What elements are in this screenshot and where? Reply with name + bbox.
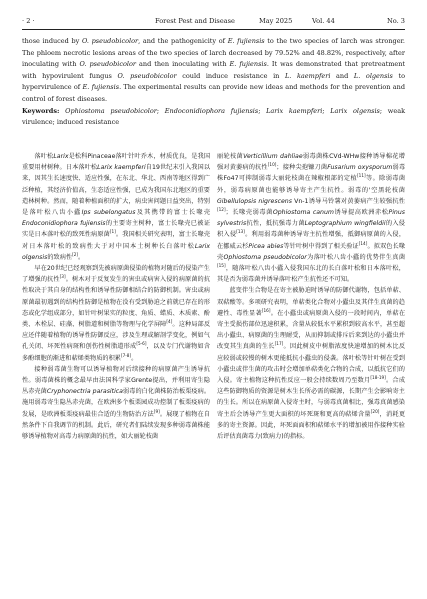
volume-number: Vol. 44 <box>312 17 335 25</box>
page-number: · 2 · <box>22 17 35 25</box>
body-column-right: 丽轮枝菌Verticillium dahliae弱毒菌株CVd-WHw接种诱导棉花增强对黄萎病的抗性[10]；接种尖孢镰刀菌Fusarium oxysporum弱毒株Fo47可抑制弱毒大丽轮枝菌在辣椒根部的定植[11]等。除弱毒菌外，弱毒病原菌也能够诱导寄主产生抗性。弱毒的'空黑轮枝菌Gibellulopsis nigrescens Vn-1诱导马铃薯对黄萎病产生较强抗性[12]；长喙壳弱毒菌Ophiostoma canum诱导提高欧洲赤松Pinus sylvestris抗性，抵抗强毒力菌Leptographium wingfieldii的入侵积入侵[13]。利用弱毒菌种诱导寄主抗性增强，抵御病原菌的入侵，在挪威云杉Picea abies等针叶树中得到了相关验证[14]。拟双色长喙壳Ophiostoma pseudobicolor为落叶松八齿小蠹的优势伴生真菌[15]，随落叶松八齿小蠹入侵我国东北的长白落叶松和日本落叶松，其是否为弱毒菌并诱导落叶松产生抗性还不可知。 蓝变伴生合物是在寄主被胁迫时诱导的防御代谢物，包括单萜、双萜酸等。多项研究表明，单萜类化合物对小蠹虫及其伴生真菌的趋避性、毒性显著[16]。在小蠹虫或病原菌入侵的一段时间内，单萜在寄主受损伤部位迅速积累，含量从较低水平累积到较高水平，甚至超出小蠹虫、病原菌的生理耐受，从而抑制或排斥后来到达的小蠹虫并改变其生真菌的生长[17]。因此树皮中树脂浓度快速增加的树木比反应较弱或较慢的树木更能抵抗小蠹虫的侵袭。落叶松等针叶树在受到小蠹虫或伴生菌的攻击时会增加单萜类化合物的合成，以抵抗它们的入侵。寄主植物这种抗性反应一般会持续数周乃至数月[18-19]。合成这些防御物质的资源是树木生长所必需的碳源，长期产生会影响寄主的生长。所以在病原菌入侵寄主时，与弱毒真菌相比，强毒真菌感染寄主后会诱导产生更大面积的坏死斑和更高的萜烯含量[20]，消耗更多的寄主资源。因此，坏死面面积和萜烯水平的增加被用作接种实验后评估真菌毒力(致病力)的指标。 <box>217 153 405 441</box>
abstract-text: those induced by O. pseudobicolor, and the pathogenicity of E. fujiensis to the two species of larch was stronger. The phloem necrotic lesions areas of the two species of larch decreased by 79.52% and 48.82%, respectively, after inoculating with O. pseudobicolor and then inoculating with E. fujiensis. It was demonstrated that pretreatment with hypovirulent fungus O. pseudobicolor could induce resistance in L. kaempferi and L. olgensis to hypervirulence of E. fujiensis. The experimental results can provide new ideas and methods for the prevention and control of forest diseases. <box>22 37 405 103</box>
keywords-list: Ophiostoma pseudobicolor; Endoconidiophora fujiensis; Larix kaempferi; Larix olgensis; weak virulence; induced resistance <box>22 106 406 127</box>
keywords-line <box>22 106 405 129</box>
issue-date: May 2025 <box>259 17 293 25</box>
english-abstract <box>22 36 405 129</box>
keywords-label: Keywords: <box>22 106 60 115</box>
header-rule <box>22 29 405 30</box>
journal-name: Forest Pest and Disease <box>155 17 235 25</box>
issue-number: No. 3 <box>386 17 405 25</box>
body-column-left: 落叶松Larix是松科Pinaceae落叶针叶乔木，材质优良，是我国重要用材树种。日本落叶松Larix kaempferi自19世纪末引入我国以来，因其生长速度快、适应性强，在东北、华北、西南等地区得到广泛种植，其经济价值高，生态适应性强，已成为我国东北地区的重要造林树种。然而，随着种植面积的扩大，病虫害问题日益突出，特别是落叶松八齿小蠹Ips subelongatus及其携带的富士长喙壳Endoconidiophora fujiensis的主要寄主树种，富士长喙壳已被证实是日本落叶松的致死性病原菌[1]。我国相关研究表明，富士长喙壳对日本落叶松的致病性大于对中国本土树种长白落叶松Larix olgensis的致病性[2]。 早在20世纪已经观察到先被病原菌侵染的植物对随后的侵染产生了增强的抗性[3]。树木对于反复发生的害虫或病害入侵的病原菌的抗性取决于其自身的结构性和诱导性防御相结合的防御机制。害虫或病原菌最初遇到的结构性防御是植物在没有受到胁迫之前就已存在的形态或化学组成部分，如针叶树果实的粒度、角质、蜡质、木质素、酚类、木栓层、硅藻、树脂道和树脂等物理与化学屏障[4]。这种局部反应还伴随着植物的诱导性防御反应，涉及生理或解剖学变化，例如气孔关闭、坏死性病斑和创伤性树脂道形成[5-6]，以及专门代谢物如含多酚细胞的渐进和萜烯类物质的积累[7-8]。 接种弱毒菌生物可以诱导植物对后续接种的病原菌产生诱导抗性。弱毒菌株的概念最早由法国科学家Grente提出，并利用寄生隐丛赤壳菌Cryphonectria parasitica弱毒的白化菌株防治板栗疫病。施用弱毒寄生隐丛赤壳菌，在欧洲多个板栗园成功控制了板栗疫病的发展，是欧洲板栗疫病最佳合适的生物防治方法[9]。展现了植物在自然条件下自我调节的机制。此后，研究者们陆续发现多种弱毒菌株能够诱导植物对高毒力病原菌的抗性，如大丽轮枝菌 <box>22 153 210 441</box>
running-header <box>22 15 405 27</box>
